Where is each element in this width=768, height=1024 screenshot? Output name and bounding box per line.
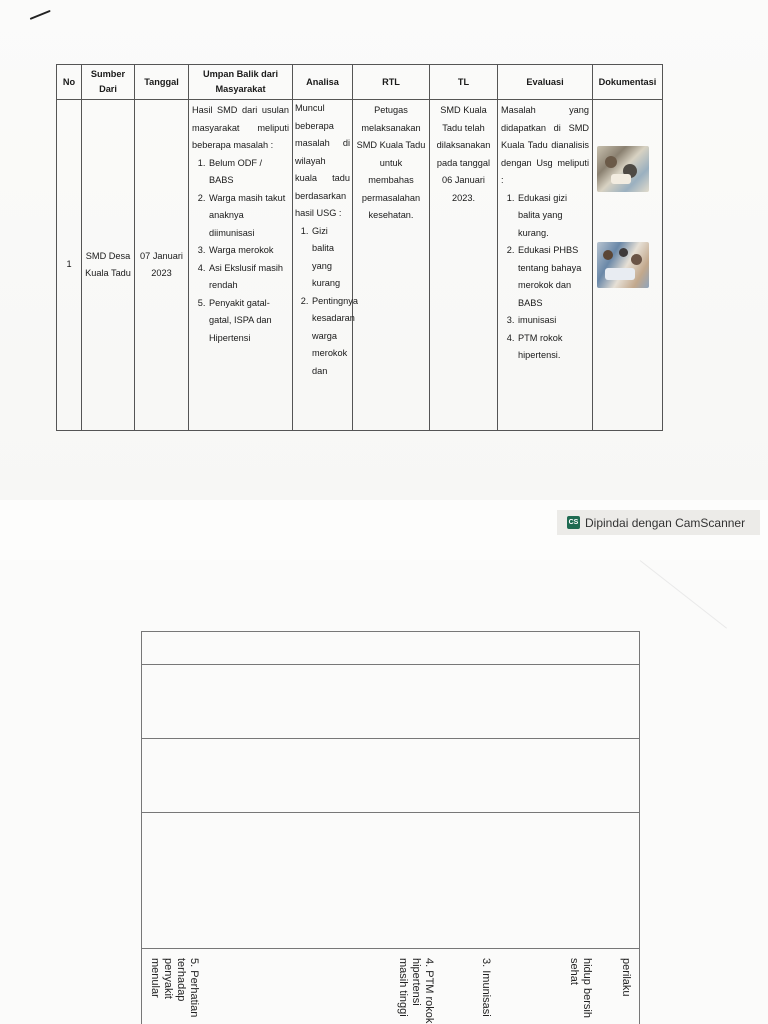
evaluasi-intro: Masalah yang didapatkan di SMD Kuala Tadu dianalisis dengan Usg meliputi : — [501, 105, 589, 185]
list-item: 1. Belum ODF / BABS — [208, 155, 289, 190]
header-analisa: Analisa — [293, 65, 353, 100]
rotated-text: 3. Imunisasi — [480, 958, 492, 1017]
cell-tl: SMD Kuala Tadu telah dilaksanakan pada tanggal 06 Januari 2023. — [430, 100, 498, 431]
header-sumber: Sumber Dari — [82, 65, 135, 100]
header-umpan-balik: Umpan Balik dari Masyarakat — [189, 65, 293, 100]
pen-mark — [30, 10, 51, 20]
umpan-list — [192, 155, 289, 348]
cell-tanggal: 07 Januari 2023 — [135, 100, 189, 431]
table-line — [142, 664, 639, 665]
header-evaluasi: Evaluasi — [498, 65, 593, 100]
cell-umpan-balik — [189, 100, 293, 431]
list-item: 4. Asi Ekslusif masih rendah — [208, 260, 289, 295]
table-line — [142, 948, 639, 949]
rotated-text: perilaku — [620, 958, 632, 997]
cell-sumber: SMD Desa Kuala Tadu — [82, 100, 135, 431]
camscanner-watermark — [557, 510, 760, 535]
header-tanggal: Tanggal — [135, 65, 189, 100]
camscanner-icon: CS — [567, 516, 580, 529]
header-tl: TL — [430, 65, 498, 100]
list-item: 5. Penyakit gatal-gatal, ISPA dan Hipertensi — [208, 295, 289, 348]
table-line — [142, 738, 639, 739]
rotated-text: 4. PTM rokok hipertensi masih tinggi — [397, 958, 435, 1024]
list-item: 4. PTM rokok hipertensi. — [517, 330, 589, 365]
rotated-text: hidup bersih sehat — [568, 958, 593, 1018]
umpan-intro: Hasil SMD dari usulan masyarakat meliputi beberapa masalah : — [192, 105, 289, 150]
documentation-photo — [597, 146, 649, 192]
table-header-row — [57, 65, 663, 100]
rotated-text: 5. Perhatian terhadap penyakit menular — [149, 958, 200, 1018]
analisa-intro: Muncul beberapa masalah di wilayah kuala tadu berdasarkan hasil USG : — [295, 103, 350, 218]
cell-analisa — [293, 100, 358, 431]
cell-evaluasi — [498, 100, 593, 431]
scanned-page-1 — [0, 0, 768, 500]
table-line — [142, 812, 639, 813]
evaluasi-list — [501, 190, 589, 365]
list-item: 3. Warga merokok — [208, 242, 289, 260]
camscanner-label: Dipindai dengan CamScanner — [585, 515, 746, 530]
header-dokumentasi: Dokumentasi — [593, 65, 663, 100]
list-item: 2. Warga masih takut anaknya diimunisasi — [208, 190, 289, 243]
list-item: 1. Edukasi gizi balita yang kurang. — [517, 190, 589, 243]
analisa-list — [295, 223, 358, 381]
cell-no: 1 — [57, 100, 82, 431]
smd-table — [56, 64, 663, 431]
cell-dokumentasi — [593, 100, 663, 431]
list-item: 1. Gizi balita yang kurang — [311, 223, 350, 293]
table-row — [57, 100, 663, 431]
cell-rtl: Petugas melaksanakan SMD Kuala Tadu untuk membahas permasalahan kesehatan. — [353, 100, 430, 431]
header-no: No — [57, 65, 82, 100]
header-rtl: RTL — [353, 65, 430, 100]
documentation-photo — [597, 242, 649, 288]
rotated-table — [141, 631, 640, 1024]
list-item: 3. imunisasi — [517, 312, 589, 330]
list-item: 2. Pentingnya kesadaran warga merokok dan — [311, 293, 350, 381]
list-item: 2. Edukasi PHBS tentang bahaya merokok dan BABS — [517, 242, 589, 312]
